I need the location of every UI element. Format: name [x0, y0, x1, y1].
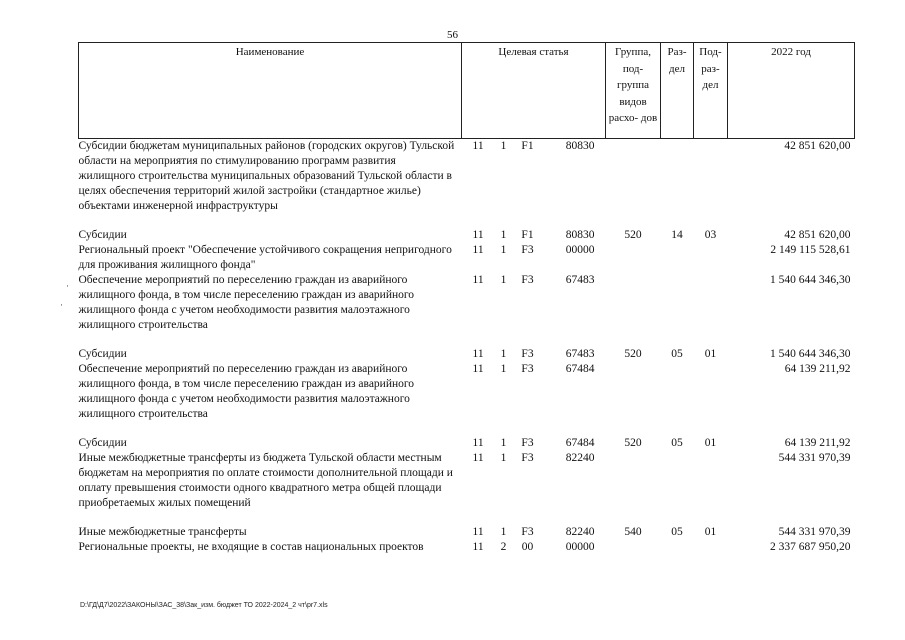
target-code-part: 00000	[565, 541, 595, 553]
header-subsection: Под- раз- дел	[694, 43, 728, 139]
target-code-part: F3	[521, 437, 534, 449]
row-name: Обеспечение мероприятий по переселению граждан из аварийного жилищного фонда, в том числе переселению граждан из аварийного жилищного фонда с учетом необходимости развития малоэтажного жилищного строительства	[78, 274, 415, 331]
row-amount: 64 139 211,92	[784, 363, 851, 375]
header-target: Целевая статья	[462, 43, 606, 139]
target-code-part: 11	[472, 348, 484, 360]
row-section	[661, 139, 694, 215]
row-subsection: 01	[704, 526, 717, 538]
table-row	[79, 436, 855, 451]
row-group	[606, 273, 661, 333]
margin-mark: ·	[66, 281, 69, 291]
row-target-code	[462, 273, 606, 333]
target-code-part: 1	[500, 274, 507, 286]
header-year: 2022 год	[728, 43, 855, 139]
table-row	[79, 451, 855, 511]
target-code-part: 1	[500, 363, 507, 375]
row-amount: 2 337 687 950,20	[770, 541, 851, 553]
table-row	[79, 139, 855, 215]
target-code-part: F3	[521, 363, 534, 375]
target-code-part: 1	[500, 244, 507, 256]
row-section	[661, 540, 694, 555]
row-section: 05	[671, 526, 683, 538]
row-name: Субсидии бюджетам муниципальных районов (городских округов) Тульской области на мероприятия по стимулированию программ развития жилищного строительства муниципальных образований Тульской области в целях обеспечения территорий жилой застройки (стандартное жилье) объектами инженерной инфраструктуры	[78, 140, 455, 212]
target-code-part: 11	[472, 452, 484, 464]
row-name: Субсидии	[78, 348, 127, 360]
row-spacer-cell	[79, 422, 855, 436]
row-target-code	[462, 347, 606, 362]
target-code-part: 11	[472, 140, 484, 152]
row-amount: 2 149 115 528,61	[770, 244, 851, 256]
target-code-part: 2	[500, 541, 507, 553]
header-group: Группа, под- группа видов расхо- дов	[606, 43, 661, 139]
target-code-part: F1	[521, 140, 534, 152]
target-code-part: 1	[500, 526, 507, 538]
row-subsection: 03	[704, 229, 717, 241]
row-group: 540	[624, 526, 642, 538]
table-row	[79, 228, 855, 243]
target-code-part: 1	[500, 348, 507, 360]
row-subsection	[694, 362, 728, 422]
row-amount: 544 331 970,39	[778, 526, 851, 538]
row-amount: 42 851 620,00	[784, 229, 851, 241]
row-section	[661, 362, 694, 422]
target-code-part: 11	[472, 274, 484, 286]
row-spacer-cell	[79, 214, 855, 228]
row-amount: 42 851 620,00	[784, 140, 851, 152]
row-group	[606, 451, 661, 511]
target-code-part: 1	[500, 437, 507, 449]
footer-file-path: D:\ГД\Д7\2022\ЗАКОНЫ\ЗАС_38\Зак_изм. бюджет ТО 2022-2024_2 чт\pr7.xls	[80, 602, 328, 609]
row-group: 520	[624, 229, 642, 241]
target-code-part: 67483	[565, 274, 595, 286]
table-row	[79, 525, 855, 540]
margin-mark: ·	[60, 300, 63, 310]
table-row	[79, 347, 855, 362]
row-subsection: 01	[704, 437, 717, 449]
row-target-code	[462, 139, 606, 215]
row-subsection	[694, 273, 728, 333]
table-header-row	[79, 43, 855, 139]
target-code-part: 00000	[565, 244, 595, 256]
row-subsection: 01	[704, 348, 717, 360]
target-code-part: 11	[472, 541, 484, 553]
target-code-part: 11	[472, 229, 484, 241]
row-name: Обеспечение мероприятий по переселению граждан из аварийного жилищного фонда, в том числе переселению граждан из аварийного жилищного фонда с учетом необходимости развития малоэтажного жилищного строительства	[78, 363, 415, 420]
target-code-part: 11	[472, 244, 484, 256]
target-code-part: 00	[521, 541, 534, 553]
row-subsection	[694, 451, 728, 511]
target-code-part: 11	[472, 526, 484, 538]
row-section: 05	[671, 348, 683, 360]
row-section	[661, 243, 694, 273]
target-code-part: F3	[521, 244, 534, 256]
row-section: 05	[671, 437, 683, 449]
row-group: 520	[624, 348, 642, 360]
table-body	[79, 139, 855, 556]
budget-table	[78, 42, 855, 555]
target-code-part: 1	[500, 140, 507, 152]
row-group	[606, 139, 661, 215]
target-code-part: 67483	[565, 348, 595, 360]
row-target-code	[462, 451, 606, 511]
row-target-code	[462, 525, 606, 540]
row-subsection	[694, 139, 728, 215]
target-code-part: 67484	[565, 363, 595, 375]
row-target-code	[462, 436, 606, 451]
target-code-part: F1	[521, 229, 534, 241]
row-target-code	[462, 362, 606, 422]
target-code-part: 11	[472, 363, 484, 375]
table-row	[79, 273, 855, 333]
row-name: Иные межбюджетные трансферты	[78, 526, 247, 538]
row-name: Иные межбюджетные трансферты из бюджета Тульской области местным бюджетам на мероприятия по оплате стоимости дополнительной площади и оплату превышения стоимости одного квадратного метра общей площади приобретаемых жилых помещений	[78, 452, 453, 509]
row-name: Региональный проект "Обеспечение устойчивого сокращения непригодного для проживания жилищного фонда"	[78, 244, 452, 271]
row-group: 520	[624, 437, 642, 449]
row-spacer-cell	[79, 511, 855, 525]
row-name: Субсидии	[78, 437, 127, 449]
target-code-part: F3	[521, 274, 534, 286]
target-code-part: 80830	[565, 140, 595, 152]
target-code-part: 82240	[565, 526, 595, 538]
target-code-part: F3	[521, 452, 534, 464]
row-spacer	[79, 422, 855, 436]
row-spacer	[79, 214, 855, 228]
target-code-part: F3	[521, 526, 534, 538]
row-subsection	[694, 540, 728, 555]
row-section	[661, 451, 694, 511]
row-amount: 64 139 211,92	[784, 437, 851, 449]
row-amount: 1 540 644 346,30	[770, 348, 851, 360]
row-name: Субсидии	[78, 229, 127, 241]
target-code-part: 82240	[565, 452, 595, 464]
row-spacer-cell	[79, 333, 855, 347]
table-row	[79, 362, 855, 422]
row-amount: 544 331 970,39	[778, 452, 851, 464]
target-code-part: 11	[472, 437, 484, 449]
row-target-code	[462, 228, 606, 243]
table-row	[79, 540, 855, 555]
row-target-code	[462, 243, 606, 273]
row-group	[606, 362, 661, 422]
row-spacer	[79, 333, 855, 347]
header-name: Наименование	[79, 43, 462, 139]
row-spacer	[79, 511, 855, 525]
row-subsection	[694, 243, 728, 273]
row-target-code	[462, 540, 606, 555]
table-row	[79, 243, 855, 273]
target-code-part: 1	[500, 452, 507, 464]
row-section	[661, 273, 694, 333]
row-group	[606, 243, 661, 273]
row-amount: 1 540 644 346,30	[770, 274, 851, 286]
row-group	[606, 540, 661, 555]
target-code-part: 1	[500, 229, 507, 241]
target-code-part: 80830	[565, 229, 595, 241]
header-section: Раз- дел	[661, 43, 694, 139]
page-number: 56	[447, 29, 458, 41]
target-code-part: 67484	[565, 437, 595, 449]
target-code-part: F3	[521, 348, 534, 360]
row-name: Региональные проекты, не входящие в состав национальных проектов	[78, 541, 424, 553]
row-section: 14	[671, 229, 683, 241]
